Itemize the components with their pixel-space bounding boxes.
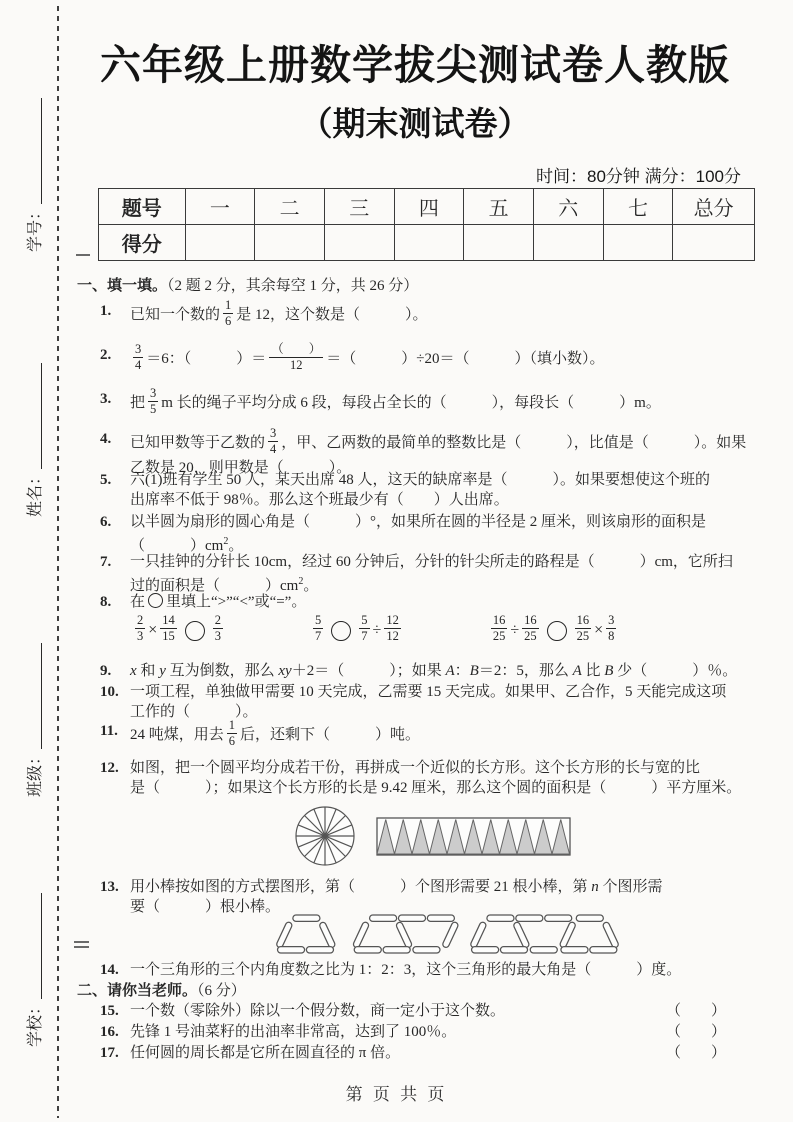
question-10: 10. 一项工程，单独做甲需要 10 天完成，乙需要 15 天完成。如果甲、乙合作，5 天能完成这项 工作的（ ）。 — [100, 684, 727, 720]
score-cell — [533, 225, 603, 261]
name-label: 姓名： — [27, 468, 44, 517]
score-col-4: 四 — [394, 189, 464, 225]
fraction: $\frac{3}{4}$ — [135, 342, 142, 373]
page-subtitle: （期末测试卷） — [299, 105, 531, 142]
question-17: 17. 任何圆的周长都是它所在圆直径的 π 倍。 （ ） — [100, 1045, 726, 1061]
fraction: $\frac{14}{15}$ — [162, 613, 175, 644]
exam-sheet — [75, 0, 755, 1122]
student-id-label: 学号： — [27, 203, 44, 252]
class-label: 班级： — [27, 748, 44, 797]
question-9: 9. x 和 y 互为倒数，那么 xy＋2＝（ ）；如果 A：B＝2：5，那么 A 比 B 少（ ）％。 — [100, 663, 738, 679]
judge-blank: （ ） — [665, 1045, 726, 1061]
matchstick-figure-1 — [276, 915, 336, 953]
question-3: 3. 把 $\frac{3}{5}$ m 长的绳子平均分成 6 段，每段占全长的（ ），每段长（ ）m。 — [100, 386, 661, 417]
student-id-blank — [27, 98, 42, 204]
question-1: 1. 已知一个数的 $\frac{1}{6}$ 是 12，这个数是（ ）。 — [100, 298, 428, 329]
question-15: 15. 一个数（零除外）除以一个假分数，商一定小于这个数。 （ ） — [100, 1003, 726, 1019]
score-cell — [185, 225, 255, 261]
name-blank — [27, 363, 42, 469]
score-col-7: 七 — [603, 189, 673, 225]
judge-blank: （ ） — [665, 1003, 726, 1019]
comparison-1: $\frac{2}{3}$ × $\frac{14}{15}$ $\frac{2}{3}$ — [137, 613, 222, 644]
score-table-corner: 题号 — [99, 189, 186, 225]
fraction-blank: （ ） 12 — [271, 342, 322, 373]
school-label: 学校： — [27, 998, 44, 1047]
fraction: $\frac{16}{25}$ — [524, 613, 537, 644]
score-table — [98, 188, 755, 261]
score-col-1: 一 — [185, 189, 255, 225]
circle-to-rectangle-figure — [287, 804, 577, 868]
fraction: $\frac{3}{4}$ — [270, 426, 277, 457]
question-5: 5. 六(1)班有学生 50 人，某天出席 48 人，这天的缺席率是（ ）。如果要想使这个班的 出席率不低于 98％。那么这个班最少有（ ）人出席。 — [100, 472, 710, 508]
school-blank — [27, 893, 42, 999]
fraction: $\frac{1}{6}$ — [228, 718, 236, 749]
score-col-6: 六 — [533, 189, 603, 225]
compare-circle-icon — [148, 593, 163, 608]
question-7: 7. 一只挂钟的分针长 10cm，经过 60 分钟后，分针的针尖所走的路程是（ ）cm，它所扫 过的面积是（ ）$cm^2$。 — [100, 554, 733, 594]
comparison-2: $\frac{5}{7}$ $\frac{5}{7}$ ÷ $\frac{12}{12}$ — [315, 613, 399, 644]
question-4: 4. 已知甲数等于乙数的 $\frac{3}{4}$ ，甲、乙两数的最简单的整数比是（ ），比值是（ ）。如果 乙数是 20，则甲数是（ ）。 — [100, 426, 747, 477]
score-table-score-row — [99, 225, 755, 261]
section-1-title: 一、填一填。（2 题 2 分，其余每空 1 分，共 26 分） — [77, 278, 419, 294]
sidebar-field-name — [22, 333, 45, 517]
page-title: 六年级上册数学拔尖测试卷人教版 — [100, 42, 730, 88]
question-13: 13. 用小棒按如图的方式摆图形，第（ ）个图形需要 21 根小棒，第 n 个图形需 要（ ）根小棒。 — [100, 879, 663, 915]
sidebar-field-school — [22, 863, 45, 1047]
fraction: $\frac{1}{6}$ — [225, 298, 232, 329]
sidebar-field-class — [22, 613, 45, 797]
score-cell — [394, 225, 464, 261]
question-8: 8. 在 里填上“>”“<”或“=”。 — [100, 594, 307, 610]
fraction: $\frac{5}{7}$ — [361, 613, 368, 644]
score-col-5: 五 — [464, 189, 534, 225]
score-row-label: 得分 — [99, 225, 186, 261]
assembled-rectangle-figure — [377, 818, 570, 855]
compare-circle-icon — [331, 621, 351, 641]
matchstick-figure-3 — [470, 915, 620, 953]
matchstick-figure-2 — [352, 915, 459, 953]
compare-circle-icon — [547, 621, 567, 641]
score-cell — [673, 225, 755, 261]
compare-circle-icon — [185, 621, 205, 641]
score-cell — [255, 225, 325, 261]
score-table-header-row — [99, 189, 755, 225]
circle-sector-figure — [296, 807, 354, 865]
dashed-cut-line — [57, 6, 59, 1118]
page-footer: 第 页 共 页 — [345, 1085, 448, 1104]
fraction: $\frac{5}{7}$ — [315, 613, 322, 644]
score-cell — [603, 225, 673, 261]
question-12: 12. 如图，把一个圆平均分成若干份，再拼成一个近似的长方形。这个长方形的长与宽的比 是（ ）；如果这个长方形的长是 9.42 厘米，那么这个圆的面积是（ ）平方厘米。 — [100, 760, 742, 796]
exam-meta: 时间：80分钟 满分：100分 — [536, 167, 741, 186]
question-2: 2. $\frac{3}{4}$ ＝6：（ ）＝ （ ） 12 ＝（ ）÷20＝（ ）（填小数）。 — [100, 342, 605, 373]
fraction: $\frac{16}{25}$ — [492, 613, 506, 644]
score-col-3: 三 — [324, 189, 394, 225]
question-14: 14. 一个三角形的三个内角度数之比为 1：2：3，这个三角形的最大角是（ ）度。 — [100, 962, 682, 978]
fraction: $\frac{3}{8}$ — [608, 613, 615, 644]
fraction: $\frac{3}{5}$ — [150, 386, 157, 417]
score-col-total: 总分 — [673, 189, 755, 225]
question-6: 6. 以半圆为扇形的圆心角是（ ）°，如果所在圆的半径是 2 厘米，则该扇形的面积是 （ ）$cm^2$。 — [100, 514, 707, 554]
judge-blank: （ ） — [665, 1024, 726, 1040]
score-col-2: 二 — [255, 189, 325, 225]
class-blank — [27, 643, 42, 749]
fraction: $\frac{2}{3}$ — [214, 613, 222, 644]
matchstick-pattern-figure — [273, 912, 625, 956]
score-cell — [324, 225, 394, 261]
section-2-title: 二、请你当老师。（6 分） — [77, 983, 246, 999]
sidebar-field-student-id — [22, 68, 45, 252]
fraction: $\frac{2}{3}$ — [137, 613, 144, 644]
question-16: 16. 先锋 1 号油菜籽的出油率非常高，达到了 100％。 （ ） — [100, 1024, 726, 1040]
question-8-comparisons — [100, 613, 740, 645]
question-11: 11. 24 吨煤，用去 $\frac{1}{6}$ 后，还剩下（ ）吨。 — [100, 718, 421, 749]
comparison-3: $\frac{16}{25}$ ÷ $\frac{16}{25}$ $\frac{16}{25}$ × $\frac{3}{8}$ — [492, 613, 615, 644]
fraction: $\frac{12}{12}$ — [386, 613, 399, 644]
score-cell — [464, 225, 534, 261]
fraction: $\frac{16}{25}$ — [576, 613, 590, 644]
